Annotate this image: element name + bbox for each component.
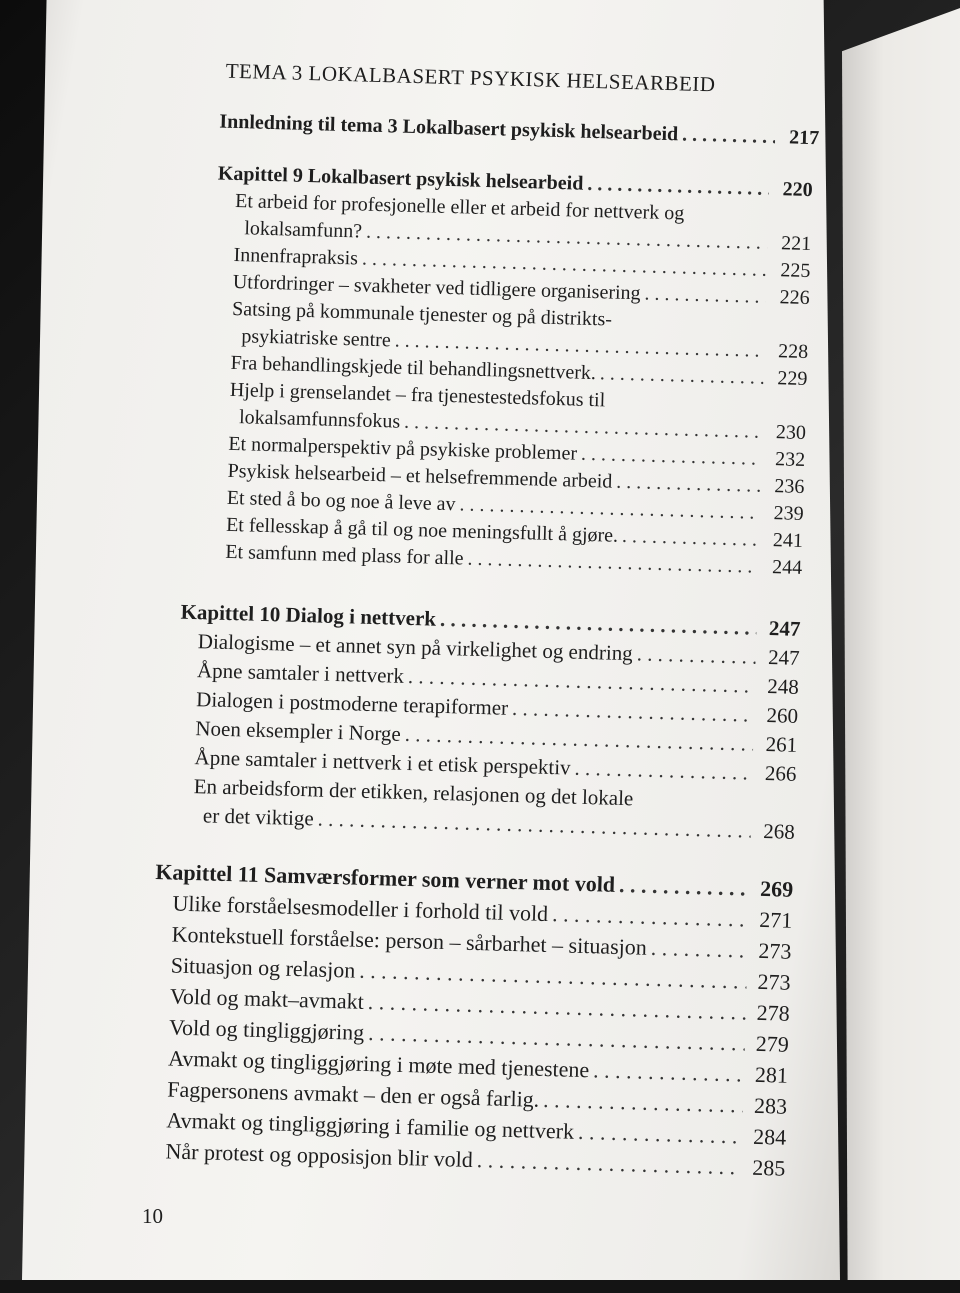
toc-entry-page: 228: [777, 340, 809, 364]
leader-dots: [543, 1087, 744, 1119]
toc-entry-page: 236: [774, 475, 805, 498]
page-number: 10: [142, 1204, 163, 1228]
leader-dots: [593, 1057, 744, 1087]
toc-entry-text: Når protest og opposisjon blir vold: [165, 1138, 474, 1172]
toc-entry-text: Fra behandlingskjede til behandlingsnettverk.: [230, 351, 597, 385]
toc-entry-page: 230: [775, 421, 807, 445]
toc-entry-page: 273: [757, 968, 791, 995]
toc-entry-text: Ulike forståelsesmodeller i forhold til vold: [172, 890, 549, 927]
toc-entry-text: Avmakt og tingliggjøring i møte med tjenestene: [167, 1045, 590, 1083]
toc-entry-line1: Hjelp i grenselandet – fra tjenestestedsfokus til: [229, 378, 606, 412]
toc-entry-page: 266: [764, 761, 797, 786]
intro-page: 217: [788, 126, 820, 150]
toc-entry-text: Noen eksempler i Norge: [195, 716, 402, 746]
toc-entry-page: 278: [756, 999, 791, 1026]
toc-entry-text: psykiatriske sentre: [241, 325, 392, 352]
leader-dots: [636, 641, 756, 669]
toc-entry: [203, 803, 795, 845]
chapter-heading-page: 247: [768, 616, 801, 641]
toc-entry-text: Et samfunn med plass for alle: [225, 540, 464, 570]
leader-dots: [368, 1020, 745, 1057]
chapter-heading-text: Kapittel 10 Dialog i nettverk: [180, 599, 437, 631]
toc-entry-text: lokalsamfunn?: [244, 217, 363, 243]
toc-entry-page: 268: [762, 818, 796, 844]
toc-entry-page: 284: [752, 1123, 787, 1150]
toc-entry-text: Et fellesskap å gå til og noe meningsfullt å gjøre.: [225, 513, 619, 547]
leader-dots: [622, 525, 759, 552]
toc-entry-line1: Satsing på kommunale tjenester og på distrikts-: [231, 297, 613, 331]
leader-dots: [512, 696, 755, 728]
toc-entry-page: 221: [780, 232, 812, 256]
toc-entry-page: 232: [774, 448, 806, 472]
toc-entry-text: Dialogen i postmoderne terapiformer: [195, 687, 509, 720]
leader-dots: [467, 548, 758, 579]
toc-entry-page: 273: [758, 937, 792, 964]
toc-entry-text: Et normalperspektiv på psykiske problemer: [228, 432, 578, 465]
leader-dots: [587, 173, 769, 201]
toc-entry-page: 225: [780, 259, 811, 283]
toc-entry-text: Situasjon og relasjon: [170, 952, 356, 983]
toc-entry-text: er det viktige: [202, 803, 315, 831]
toc-entry-text: Åpne samtaler i nettverk i et etisk perspektiv: [194, 745, 571, 780]
toc-entry-page: 285: [752, 1154, 786, 1181]
toc-entry-page: 271: [758, 906, 793, 933]
leader-dots: [644, 282, 766, 308]
toc-entry-page: 261: [765, 732, 798, 757]
toc-entry-text: Vold og tingliggjøring: [168, 1014, 365, 1045]
toc-entry-text: lokalsamfunnsfokus: [238, 406, 401, 433]
leader-dots: [459, 493, 760, 524]
leader-dots: [581, 443, 762, 471]
toc-entry-text: Utfordringer – svakheter ved tidligere organisering: [232, 270, 641, 305]
intro-entry: [219, 111, 819, 151]
toc-entry-page: 226: [779, 286, 810, 310]
toc-entry-page: 283: [753, 1092, 788, 1119]
toc-entry-text: Avmakt og tingliggjøring i familie og nettverk: [166, 1107, 575, 1144]
leader-dots: [552, 901, 749, 932]
chapter-heading-page: 269: [759, 875, 794, 902]
toc-entry-page: 244: [771, 556, 803, 579]
leader-dots: [476, 1147, 741, 1180]
toc-entry-page: 279: [755, 1030, 790, 1057]
toc-entry-line1: Et arbeid for profesjonelle eller et arbeid for nettverk og: [234, 189, 685, 225]
toc-entry-text: Åpne samtaler i nettverk: [196, 658, 405, 688]
leader-dots: [317, 807, 751, 844]
leader-dots: [359, 958, 747, 995]
toc-entry-text: Et sted å bo og noe å leve av: [226, 486, 456, 516]
leader-dots: [650, 935, 747, 964]
leader-dots: [616, 471, 761, 498]
toc-entry-page: 247: [767, 645, 800, 670]
leader-dots: [619, 872, 750, 902]
intro-title: Innledning til tema 3 Lokalbasert psykisk helsearbeid: [219, 110, 679, 146]
toc-entry-page: 239: [773, 502, 804, 525]
toc-entry-text: Psykisk helsearbeid – et helsefremmende arbeid: [227, 459, 613, 493]
toc-entry-text: Fagpersonens avmakt – den er også farlig.: [166, 1076, 540, 1112]
leader-dots: [682, 123, 776, 149]
chapter-heading-text: Kapittel 11 Samværsformer som verner mot vold: [155, 859, 616, 897]
toc-entry-page: 281: [754, 1061, 789, 1088]
leader-dots: [367, 989, 746, 1026]
toc-entry-page: 241: [772, 529, 804, 552]
chapter-heading-page: 220: [782, 178, 813, 202]
leader-dots: [574, 756, 752, 786]
toc-entry-page: 260: [766, 703, 799, 728]
toc-entry-page: 229: [777, 367, 808, 391]
theme-title: TEMA 3 LOKALBASERT PSYKISK HELSEARBEID: [225, 58, 716, 97]
toc-entry-text: Vold og makt–avmakt: [169, 983, 365, 1014]
toc-entry-text: Dialogisme – et annet syn på virkelighet og endring: [197, 629, 634, 666]
toc-entry-line1: En arbeidsform der etikken, relasjonen og det lokale: [193, 774, 634, 811]
toc-entry-text: Innenfrapraksis: [233, 243, 359, 270]
chapter-heading-text: Kapittel 9 Lokalbasert psykisk helsearbeid: [217, 162, 584, 195]
toc-entry-text: Kontekstuell forståelse: person – sårbarhet – situasjon: [171, 921, 648, 960]
leader-dots: [440, 607, 757, 641]
leader-dots: [578, 1119, 743, 1150]
toc-entry-page: 248: [766, 674, 800, 699]
leader-dots: [600, 362, 764, 390]
